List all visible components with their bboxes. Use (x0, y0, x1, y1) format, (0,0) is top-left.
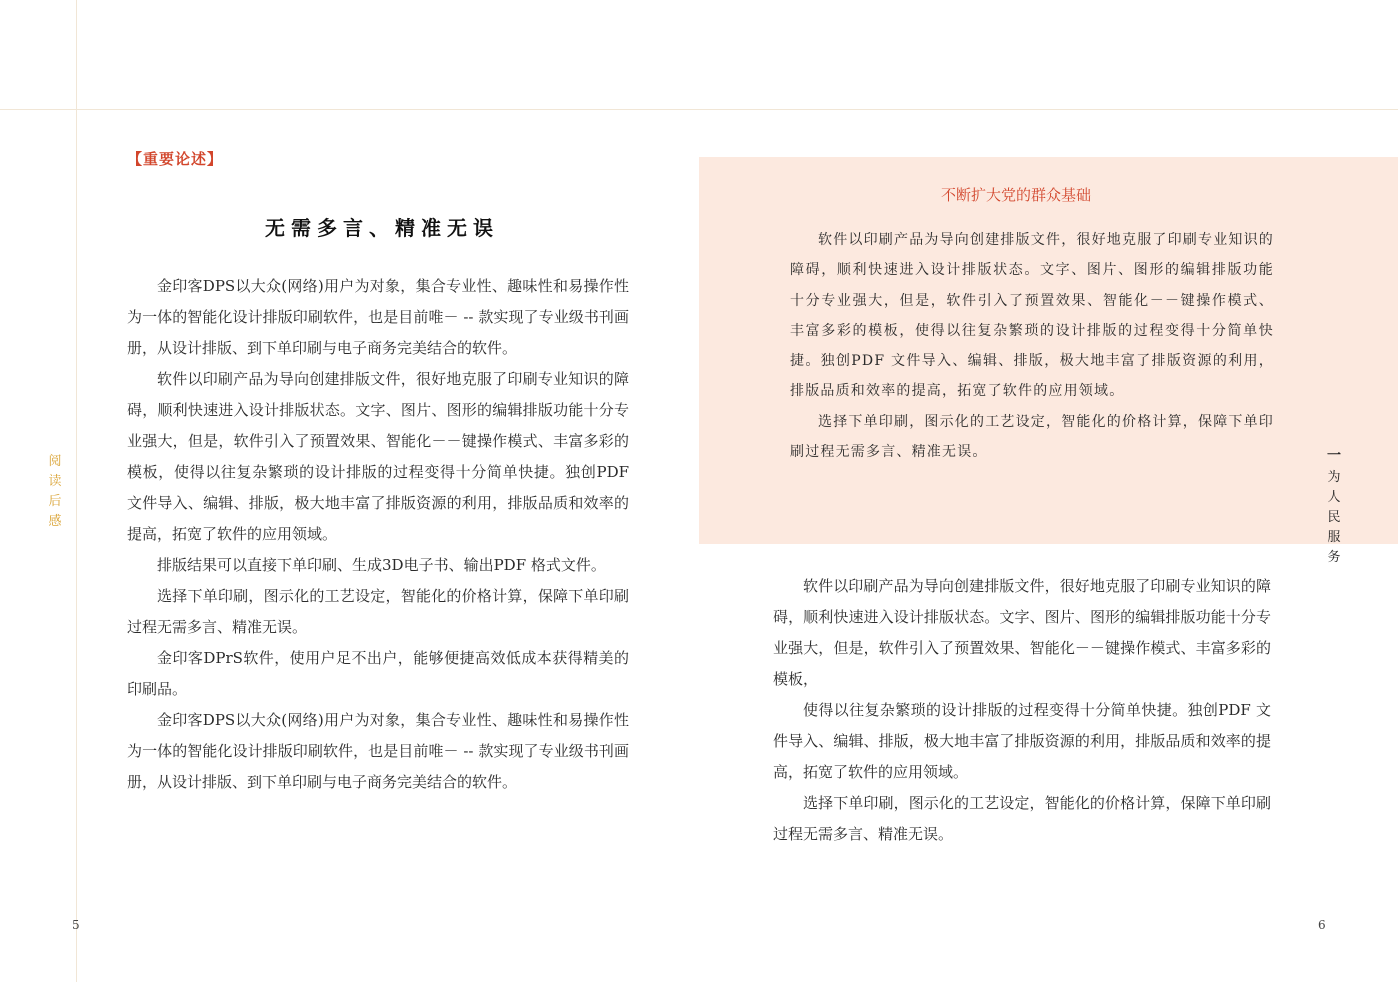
paragraph: 金印客DPrS软件，使用户足不出户，能够便捷高效低成本获得精美的印刷品。 (127, 649, 629, 698)
left-column-body (127, 271, 629, 798)
side-label-char: 阅 (48, 454, 62, 469)
paragraph: 金印客DPS以大众(网络)用户为对象，集合专业性、趣味性和易操作性为一体的智能化设计排版印刷软件，也是目前唯－ -- 款实现了专业级书刊画册，从设计排版、到下单印刷与电子商务完美结合的软件。 (127, 277, 629, 357)
page-number-left: 5 (72, 918, 80, 932)
box-body (790, 225, 1274, 467)
box-title: 不断扩大党的群众基础 (940, 186, 1091, 204)
left-side-label (46, 452, 64, 532)
right-column-body (773, 571, 1271, 850)
paragraph: 使得以往复杂繁琐的设计排版的过程变得十分简单快捷。独创PDF 文件导入、编辑、排版，极大地丰富了排版资源的利用，排版品质和效率的提高，拓宽了软件的应用领域。 (773, 701, 1271, 781)
right-side-label (1324, 446, 1344, 568)
section-tag: 【重要论述】 (127, 150, 224, 168)
page-number-right: 6 (1318, 918, 1326, 932)
side-label-dash: 一 (1327, 448, 1341, 464)
header-divider-line (0, 109, 1398, 110)
paragraph: 选择下单印刷，图示化的工艺设定，智能化的价格计算，保障下单印刷过程无需多言、精准无误。 (127, 587, 629, 636)
page-title: 无需多言、精准无误 (265, 216, 499, 240)
box-paragraph: 选择下单印刷，图示化的工艺设定，智能化的价格计算，保障下单印刷过程无需多言、精准无误。 (790, 413, 1274, 461)
paragraph: 软件以印刷产品为导向创建排版文件，很好地克服了印刷专业知识的障碍，顺利快速进入设计排版状态。文字、图片、图形的编辑排版功能十分专业强大，但是，软件引入了预置效果、智能化－－键操作模式、丰富多彩的模板，使得以往复杂繁琐的设计排版的过程变得十分简单快捷。独创PDF 文件导入、编辑、排版，极大地丰富了排版资源的利用，排版品质和效率的提高，拓宽了软件的应用领域。 (127, 370, 629, 543)
side-label-char: 民 (1327, 510, 1341, 525)
side-label-char: 后 (48, 494, 62, 509)
box-paragraph: 软件以印刷产品为导向创建排版文件，很好地克服了印刷专业知识的障碍，顺利快速进入设计排版状态。文字、图片、图形的编辑排版功能十分专业强大，但是，软件引入了预置效果、智能化－－键操作模式、丰富多彩的模板，使得以往复杂繁琐的设计排版的过程变得十分简单快捷。独创PDF 文件导入、编辑、排版，极大地丰富了排版资源的利用，排版品质和效率的提高，拓宽了软件的应用领域。 (790, 232, 1274, 400)
side-label-char: 服 (1327, 530, 1341, 545)
paragraph: 软件以印刷产品为导向创建排版文件，很好地克服了印刷专业知识的障碍，顺利快速进入设计排版状态。文字、图片、图形的编辑排版功能十分专业强大，但是，软件引入了预置效果、智能化－－键操作模式、丰富多彩的模板， (773, 577, 1271, 688)
paragraph: 选择下单印刷，图示化的工艺设定，智能化的价格计算，保障下单印刷过程无需多言、精准无误。 (773, 794, 1271, 843)
side-label-char: 读 (48, 474, 62, 489)
side-label-char: 感 (48, 514, 62, 529)
side-label-char: 人 (1327, 490, 1341, 505)
paragraph: 金印客DPS以大众(网络)用户为对象，集合专业性、趣味性和易操作性为一体的智能化设计排版印刷软件，也是目前唯－ -- 款实现了专业级书刊画册，从设计排版、到下单印刷与电子商务完美结合的软件。 (127, 711, 629, 791)
side-label-char: 为 (1327, 470, 1341, 485)
side-label-char: 务 (1327, 550, 1341, 565)
paragraph: 排版结果可以直接下单印刷、生成3D电子书、输出PDF 格式文件。 (157, 556, 606, 574)
left-margin-line (76, 0, 77, 982)
